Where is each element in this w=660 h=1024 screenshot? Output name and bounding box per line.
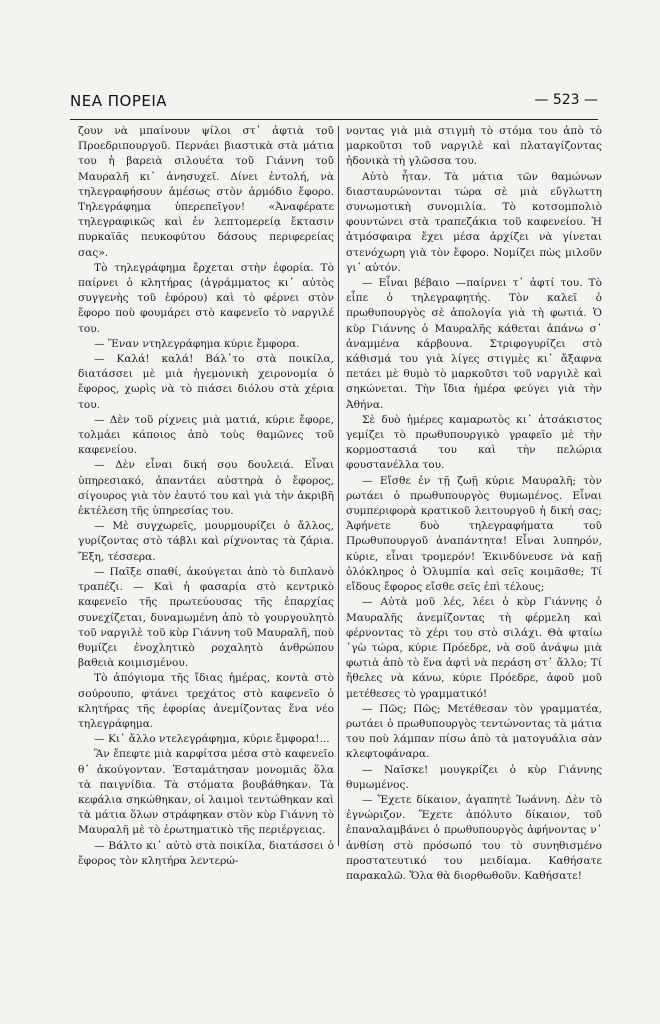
column-divider: [338, 126, 339, 846]
paragraph: — Ναῖσκε! μουγκρίζει ὁ κὺρ Γιάννης θυμωμένος.: [346, 763, 602, 791]
paragraph: — Ἕναν ντηλεγράφημα κύριε ἔμφορα.: [94, 337, 300, 350]
paragraph: — Καλά! καλά! Βάλ᾽το στὰ ποικίλα, διατάσσει μὲ μιὰ ἡγεμονικὴ χειρονομία ὁ ἔφορος, χωρὶς νὰ τὸ πιάσει διόλου στὰ χέρια του.: [78, 353, 334, 411]
paragraph: Σὲ δυὸ ἡμέρες καμαρωτὸς κι᾽ ἀτσάκιστος γεμίζει τὸ πρωθυπουργικὸ γραφεῖο μὲ τὴν κορμοστασιά του καὶ τὴν πελώρια φουστανέλλα του.: [346, 413, 602, 472]
page-number: — 523 —: [534, 92, 598, 108]
paragraph: Ἂν ἔπεφτε μιὰ καρφίτσα μέσα στὸ καφενεῖο θ᾽ ἀκούγονταν. Ἐσταμάτησαν μονομιᾶς ὅλα τὰ παιγνίδια. Τὰ στόματα βουβάθηκαν. Τὰ κεφάλια σηκώθηκαν, οἱ λαιμοὶ τεντώθηκαν καὶ τὰ μάτια ὅλων στράφηκαν στὸν κὺρ Γιάννη τὸ Μαυραλῆ μὲ τὸ ἐρωτηματικὸ τῆς περιέργειας.: [78, 748, 334, 837]
paragraph: νοντας γιὰ μιὰ στιγμὴ τὸ στόμα του ἀπὸ τὸ μαρκοῦτσι τοῦ ναργιλὲ καὶ πλαταγίζοντας ἡδονικὰ τὴ γλῶσσα του.: [346, 125, 602, 168]
left-column: [78, 124, 334, 984]
paragraph: Αὐτὸ ἦταν. Τὰ μάτια τῶν θαμώνων διασταυρώνονται τώρα σὲ μιὰ εὔγλωττη συνωμοτικὴ συνομιλία. Τὸ κοτσομπολιὸ φουντώνει στὰ τραπεζάκια τοῦ καφενείου. Ἡ ἀτμόσφαιρα ἔχει μέσα ἀρχίζει νὰ γίνεται στενόχωρη γιὰ τὸν ἔφορο. Νομίζει πὼς μιλοῦν γι᾽ αὐτόν.: [346, 170, 602, 274]
paragraph: — Αὐτὰ μοῦ λές, λέει ὁ κὺρ Γιάννης ὁ Μαυραλῆς ἀνεμίζοντας τὴ φέρμελη καὶ φέρνοντας τὸ χέρι του στὸ σιλάχι. Θὰ φταίω ᾽γὼ τώρα, κύριε Πρόεδρε, νὰ σοῦ ἀνάψω μιὰ φωτιὰ ἀπὸ τὸ ἕνα ἀφτὶ νὰ περάση στ᾽ ἄλλο; Τί ἤθελες νὰ κάνω, κύριε Πρόεδρε, ἀφοῦ μοῦ μετέθεσες τὸ γραμματικό!: [346, 596, 602, 700]
paragraph: — Εἴσθε ἐν τῇ ζωῇ κύριε Μαυραλῆ; τὸν ρωτάει ὁ πρωθυπουργὸς θυμωμένος. Εἶναι συμπεριφορὰ κρατικοῦ λειτουργοῦ ἡ δική σας; Ἀφήνετε δυὸ τηλεγραφήματα τοῦ Πρωθυπουργοῦ ἀναπάντητα! Εἶναι λυπηρόν, κύριε, εἶναι τρομερόν! Ἐκινδύνευσε νὰ καῇ ὁλόκληρος ὁ Ὀλυμπία καὶ σεῖς κοιμᾶσθε; Τί εἴδους ἔφορος εἴσθε σεῖς ἐπὶ τέλους;: [346, 474, 602, 594]
paragraph: — Μὲ συγχωρεῖς, μουρμουρίζει ὁ ἄλλος, γυρίζοντας στὸ τάβλι καὶ ρίχνοντας τὰ ζάρια. Ἔξη, τέσσερα.: [78, 520, 334, 563]
paragraph: — Κι᾽ ἄλλο ντελεγράφημα, κύριε ἔμφορα!...: [94, 733, 330, 746]
journal-title: ΝΕΑ ΠΟΡΕΙΑ: [70, 92, 168, 110]
page-header: [70, 92, 598, 112]
header-rule: [70, 119, 598, 120]
paragraph: — Δὲν τοῦ ρίχνεις μιὰ ματιά, κύριε ἔφορε, τολμάει κάποιος ἀπὸ τοὺς θαμῶνες τοῦ καφενείου.: [78, 413, 334, 457]
right-column: [346, 124, 602, 984]
paragraph: Τὸ τηλεγράφημα ἔρχεται στὴν ἐφορία. Τὸ παίρνει ὁ κλητήρας (ἀγράμματος κι᾽ αὐτὸς συγγενὴς τοῦ ἐφόρου) καὶ τὸ φέρνει στὸν ἔφορο ποὺ φουμάρει στὸ καφενεῖο τὸ ναργιλέ του.: [78, 261, 334, 335]
paragraph: — Δὲν εἶναι δική σου δουλειά. Εἶναι ὑπηρεσιακό, ἀπαντάει αὐστηρὰ ὁ ἔφορος, σίγουρος γιὰ τὸν ἑαυτό του καὶ γιὰ τὴν ἀκριβῆ ἐκτέλεση τῆς ὑπηρεσίας του.: [78, 459, 334, 518]
paragraph: — Πῶς; Πῶς; Μετέθεσαν τὸν γραμματέα, ρωτάει ὁ πρωθυπουργὸς τεντώνοντας τὰ μάτια του ποὺ λάμπαν πίσω ἀπὸ τὰ ματογυάλια σὰν κλεφτοφάναρα.: [346, 702, 602, 761]
paragraph: — Παῖξε σπαθί, ἀκούγεται ἀπὸ τὸ διπλανὸ τραπέζι. — Καὶ ἡ φασαρία στὸ κεντρικὸ καφενεῖο τῆς πρωτεύουσας τῆς ἐπαρχίας συνεχίζεται, δυναμωμένη ἀπὸ τὸ γουργουλητὸ τοῦ ναργιλὲ τοῦ κὺρ Γιάννη τοῦ Μαυραλῆ, ποὺ θυμίζει ἐνοχλητικὸ ροχαλητὸ ἀνθρώπου βαθειὰ κοιμισμένου.: [78, 565, 334, 670]
paragraph: — Βάλτο κι᾽ αὐτὸ στὰ ποικίλα, διατάσσει ὁ ἔφορος τὸν κλητήρα λεντερώ-: [78, 839, 334, 867]
paragraph: Τὸ ἀπόγιομα τῆς ἴδιας ἡμέρας, κοντὰ στὸ σούρουπο, φτάνει τρεχάτος στὸ καφενεῖο ὁ κλητήρας τῆς ἐφορίας ἀνεμίζοντας ἕνα νέο τηλεγράφημα.: [78, 672, 334, 730]
paragraph: — Εἶναι βέβαιο —παίρνει τ᾽ ἀφτί του. Τὸ εἶπε ὁ τηλεγραφητής. Τὸν καλεῖ ὁ πρωθυπουργὸς σὲ ἀπολογία γιὰ τὴ φωτιά. Ὁ κὺρ Γιάννης ὁ Μαυραλῆς κάθεται ἀπάνω σ᾽ ἀναμμένα κάρβουνα. Στριφογυρίζει στὸ κάθισμά του γιὰ λίγες στιγμὲς κι᾽ ἄξαφνα πετάει μὲ θυμὸ τὸ μαρκοῦτσι τοῦ ναργιλὲ καὶ σηκώνεται. Τὴν ἴδια ἡμέρα φεύγει γιὰ τὴν Ἀθήνα.: [346, 277, 602, 411]
paragraph: ζουν νὰ μπαίνουν ψίλοι στ᾽ ἀφτιὰ τοῦ Προεδριπουργοῦ. Περνάει βιαστικὰ στὰ μάτια του ἡ βαρειὰ σιλουέτα τοῦ Γιάννη τοῦ Μαυραλῆ κι᾽ ἀνησυχεῖ. Δίνει ἐντολή, νὰ τηλεγραφήσουν ἀμέσως στὸν ἁρμόδιο ἔφορο. Τηλεγράφημα ὑπερεπεῖγον! «Ἀναφέρατε τηλεγραφικῶς καὶ ἐν λεπτομερείᾳ ἔκτασιν πυρκαϊᾶς πευκοφύτου δάσους περιφερείας σας».: [78, 125, 334, 259]
paragraph: — Ἔχετε δίκαιον, ἀγαπητὲ Ἰωάννη. Δὲν τὸ ἐγνώριζον. Ἔχετε ἀπόλυτο δίκαιον, τοῦ ἐπαναλαμβάνει ὁ πρωθυπουργὸς ἀφήνοντας ν᾽ ἀνθίση στὸ πρόσωπό του τὸ συνηθισμένο προστατευτικό του μειδίαμα. Καθήσατε παρακαλῶ. Ὅλα θὰ διορθωθοῦν. Καθήσατε!: [346, 793, 602, 882]
